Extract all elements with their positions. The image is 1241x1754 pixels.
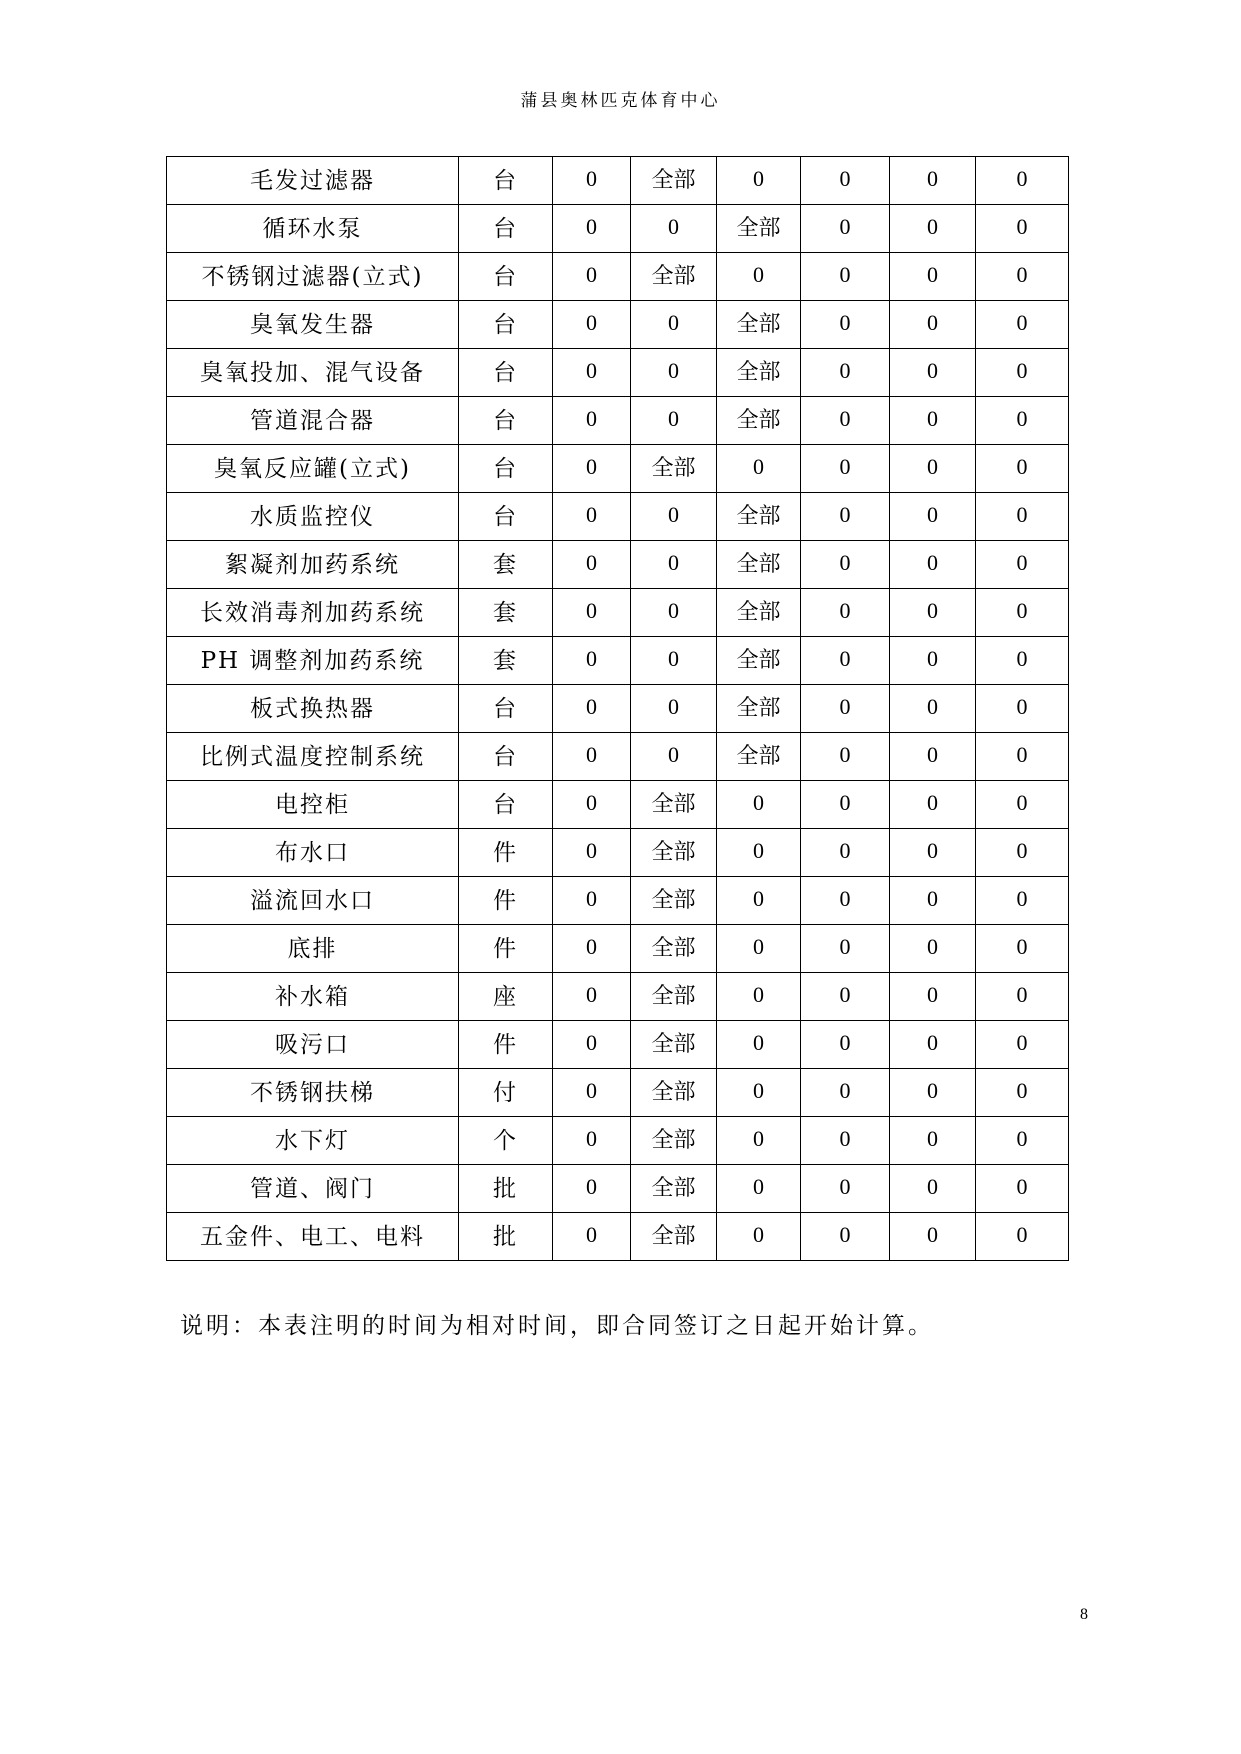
table-row [167, 1165, 1069, 1213]
item-name-cell: 底排 [167, 925, 459, 973]
schedule-cell: 0 [890, 637, 976, 685]
table-row [167, 781, 1069, 829]
unit-cell: 件 [459, 925, 553, 973]
schedule-cell: 全部 [717, 205, 801, 253]
schedule-cell: 0 [801, 205, 890, 253]
table-row [167, 301, 1069, 349]
schedule-cell: 0 [553, 1213, 631, 1261]
unit-cell: 台 [459, 157, 553, 205]
schedule-cell: 0 [717, 829, 801, 877]
item-name-cell: PH 调整剂加药系统 [167, 637, 459, 685]
schedule-cell: 0 [717, 1165, 801, 1213]
schedule-cell: 0 [890, 397, 976, 445]
schedule-cell: 0 [976, 877, 1069, 925]
unit-cell: 台 [459, 733, 553, 781]
schedule-cell: 全部 [631, 1213, 717, 1261]
page-number: 8 [1080, 1606, 1088, 1623]
schedule-cell: 0 [801, 733, 890, 781]
schedule-cell: 0 [631, 205, 717, 253]
schedule-cell: 0 [890, 685, 976, 733]
unit-cell: 台 [459, 253, 553, 301]
schedule-cell: 0 [717, 1213, 801, 1261]
schedule-cell: 0 [801, 637, 890, 685]
schedule-cell: 0 [890, 1117, 976, 1165]
item-name-cell: 布水口 [167, 829, 459, 877]
table-row [167, 493, 1069, 541]
schedule-cell: 0 [976, 445, 1069, 493]
schedule-cell: 0 [976, 349, 1069, 397]
table-row [167, 349, 1069, 397]
schedule-cell: 0 [976, 493, 1069, 541]
item-name-cell: 不锈钢扶梯 [167, 1069, 459, 1117]
table-row [167, 925, 1069, 973]
item-name-cell: 板式换热器 [167, 685, 459, 733]
schedule-cell: 0 [553, 685, 631, 733]
schedule-cell: 全部 [631, 1069, 717, 1117]
schedule-cell: 0 [976, 541, 1069, 589]
item-name-cell: 电控柜 [167, 781, 459, 829]
item-name-cell: 五金件、电工、电料 [167, 1213, 459, 1261]
schedule-cell: 全部 [717, 397, 801, 445]
schedule-cell: 0 [717, 253, 801, 301]
unit-cell: 座 [459, 973, 553, 1021]
schedule-cell: 0 [717, 1117, 801, 1165]
schedule-cell: 0 [976, 397, 1069, 445]
schedule-cell: 全部 [631, 1165, 717, 1213]
schedule-cell: 0 [801, 301, 890, 349]
item-name-cell: 臭氧发生器 [167, 301, 459, 349]
schedule-cell: 0 [976, 685, 1069, 733]
schedule-cell: 0 [553, 637, 631, 685]
unit-cell: 批 [459, 1165, 553, 1213]
item-name-cell: 循环水泵 [167, 205, 459, 253]
schedule-cell: 0 [890, 1165, 976, 1213]
schedule-cell: 0 [890, 973, 976, 1021]
schedule-cell: 全部 [631, 973, 717, 1021]
schedule-cell: 0 [890, 541, 976, 589]
schedule-cell: 0 [801, 1165, 890, 1213]
unit-cell: 件 [459, 1021, 553, 1069]
unit-cell: 台 [459, 493, 553, 541]
unit-cell: 套 [459, 541, 553, 589]
schedule-cell: 0 [801, 685, 890, 733]
unit-cell: 个 [459, 1117, 553, 1165]
unit-cell: 台 [459, 445, 553, 493]
schedule-cell: 0 [553, 1069, 631, 1117]
schedule-cell: 0 [801, 397, 890, 445]
schedule-cell: 0 [553, 157, 631, 205]
schedule-table [166, 156, 1069, 1261]
page-header: 蒲县奥林匹克体育中心 [520, 91, 721, 111]
schedule-cell: 全部 [631, 877, 717, 925]
schedule-cell: 0 [553, 349, 631, 397]
schedule-cell: 0 [976, 589, 1069, 637]
schedule-cell: 0 [801, 253, 890, 301]
schedule-cell: 0 [553, 781, 631, 829]
table-row [167, 1213, 1069, 1261]
schedule-cell: 0 [631, 589, 717, 637]
schedule-cell: 0 [890, 733, 976, 781]
schedule-cell: 0 [890, 157, 976, 205]
item-name-cell: 溢流回水口 [167, 877, 459, 925]
schedule-cell: 0 [976, 1069, 1069, 1117]
schedule-cell: 0 [717, 925, 801, 973]
schedule-cell: 0 [717, 1021, 801, 1069]
schedule-cell: 0 [631, 493, 717, 541]
table-row [167, 733, 1069, 781]
table-row [167, 829, 1069, 877]
schedule-cell: 全部 [631, 781, 717, 829]
schedule-cell: 0 [553, 877, 631, 925]
schedule-cell: 0 [553, 205, 631, 253]
schedule-cell: 0 [976, 1117, 1069, 1165]
schedule-cell: 0 [801, 973, 890, 1021]
schedule-cell: 全部 [631, 157, 717, 205]
schedule-cell: 0 [553, 445, 631, 493]
schedule-cell: 0 [890, 1069, 976, 1117]
schedule-cell: 0 [976, 829, 1069, 877]
schedule-cell: 全部 [717, 493, 801, 541]
schedule-cell: 0 [976, 973, 1069, 1021]
schedule-cell: 0 [976, 1021, 1069, 1069]
schedule-cell: 0 [801, 1069, 890, 1117]
schedule-cell: 全部 [631, 253, 717, 301]
item-name-cell: 毛发过滤器 [167, 157, 459, 205]
table-row [167, 973, 1069, 1021]
schedule-cell: 全部 [631, 829, 717, 877]
table-row [167, 877, 1069, 925]
schedule-cell: 0 [553, 253, 631, 301]
table-row [167, 589, 1069, 637]
schedule-cell: 0 [801, 589, 890, 637]
schedule-cell: 0 [890, 829, 976, 877]
item-name-cell: 水下灯 [167, 1117, 459, 1165]
schedule-cell: 0 [976, 301, 1069, 349]
schedule-cell: 全部 [631, 1117, 717, 1165]
table-note: 说明：本表注明的时间为相对时间，即合同签订之日起开始计算。 [180, 1313, 934, 1339]
table-row [167, 205, 1069, 253]
schedule-cell: 0 [890, 349, 976, 397]
unit-cell: 套 [459, 589, 553, 637]
schedule-cell: 全部 [631, 925, 717, 973]
schedule-cell: 全部 [717, 733, 801, 781]
schedule-cell: 0 [553, 493, 631, 541]
schedule-cell: 0 [553, 829, 631, 877]
schedule-cell: 全部 [717, 637, 801, 685]
schedule-cell: 全部 [631, 1021, 717, 1069]
schedule-cell: 0 [553, 925, 631, 973]
schedule-cell: 0 [553, 733, 631, 781]
item-name-cell: 补水箱 [167, 973, 459, 1021]
unit-cell: 套 [459, 637, 553, 685]
item-name-cell: 臭氧反应罐(立式) [167, 445, 459, 493]
unit-cell: 台 [459, 685, 553, 733]
schedule-cell: 0 [976, 781, 1069, 829]
schedule-cell: 0 [976, 925, 1069, 973]
unit-cell: 台 [459, 301, 553, 349]
table-row [167, 157, 1069, 205]
schedule-cell: 全部 [717, 589, 801, 637]
schedule-cell: 0 [976, 733, 1069, 781]
schedule-cell: 0 [890, 493, 976, 541]
schedule-cell: 0 [976, 637, 1069, 685]
schedule-cell: 0 [553, 541, 631, 589]
item-name-cell: 臭氧投加、混气设备 [167, 349, 459, 397]
item-name-cell: 管道混合器 [167, 397, 459, 445]
schedule-cell: 全部 [631, 445, 717, 493]
schedule-cell: 0 [890, 445, 976, 493]
schedule-cell: 0 [801, 877, 890, 925]
schedule-cell: 0 [717, 157, 801, 205]
schedule-cell: 0 [717, 781, 801, 829]
schedule-cell: 0 [801, 1117, 890, 1165]
schedule-cell: 0 [631, 397, 717, 445]
table-row [167, 637, 1069, 685]
schedule-cell: 0 [801, 781, 890, 829]
schedule-cell: 0 [976, 253, 1069, 301]
schedule-cell: 0 [717, 445, 801, 493]
schedule-cell: 0 [553, 397, 631, 445]
item-name-cell: 絮凝剂加药系统 [167, 541, 459, 589]
table-row [167, 685, 1069, 733]
schedule-cell: 0 [890, 205, 976, 253]
unit-cell: 台 [459, 349, 553, 397]
unit-cell: 台 [459, 397, 553, 445]
table-row [167, 541, 1069, 589]
schedule-cell: 0 [890, 253, 976, 301]
schedule-cell: 0 [890, 925, 976, 973]
schedule-cell: 0 [801, 493, 890, 541]
item-name-cell: 长效消毒剂加药系统 [167, 589, 459, 637]
schedule-cell: 全部 [717, 685, 801, 733]
schedule-cell: 0 [890, 877, 976, 925]
schedule-cell: 全部 [717, 301, 801, 349]
item-name-cell: 不锈钢过滤器(立式) [167, 253, 459, 301]
schedule-cell: 0 [553, 301, 631, 349]
schedule-cell: 全部 [717, 541, 801, 589]
schedule-cell: 0 [801, 349, 890, 397]
schedule-cell: 0 [631, 349, 717, 397]
schedule-cell: 0 [553, 1117, 631, 1165]
unit-cell: 件 [459, 877, 553, 925]
schedule-cell: 0 [801, 157, 890, 205]
schedule-cell: 全部 [717, 349, 801, 397]
schedule-cell: 0 [553, 973, 631, 1021]
schedule-cell: 0 [631, 637, 717, 685]
unit-cell: 付 [459, 1069, 553, 1117]
schedule-table-body [167, 157, 1069, 1261]
table-row [167, 445, 1069, 493]
schedule-cell: 0 [801, 541, 890, 589]
schedule-cell: 0 [801, 1213, 890, 1261]
table-row [167, 1117, 1069, 1165]
schedule-cell: 0 [553, 1165, 631, 1213]
schedule-cell: 0 [801, 829, 890, 877]
schedule-cell: 0 [976, 205, 1069, 253]
schedule-cell: 0 [717, 973, 801, 1021]
schedule-cell: 0 [976, 157, 1069, 205]
item-name-cell: 水质监控仪 [167, 493, 459, 541]
schedule-cell: 0 [976, 1213, 1069, 1261]
schedule-cell: 0 [890, 301, 976, 349]
item-name-cell: 比例式温度控制系统 [167, 733, 459, 781]
table-row [167, 397, 1069, 445]
schedule-cell: 0 [631, 733, 717, 781]
schedule-cell: 0 [976, 1165, 1069, 1213]
table-row [167, 253, 1069, 301]
item-name-cell: 吸污口 [167, 1021, 459, 1069]
schedule-cell: 0 [553, 589, 631, 637]
schedule-cell: 0 [801, 1021, 890, 1069]
schedule-cell: 0 [717, 877, 801, 925]
unit-cell: 台 [459, 781, 553, 829]
schedule-cell: 0 [890, 1021, 976, 1069]
schedule-cell: 0 [631, 301, 717, 349]
unit-cell: 台 [459, 205, 553, 253]
schedule-cell: 0 [890, 589, 976, 637]
unit-cell: 批 [459, 1213, 553, 1261]
schedule-cell: 0 [717, 1069, 801, 1117]
schedule-cell: 0 [553, 1021, 631, 1069]
schedule-cell: 0 [801, 445, 890, 493]
schedule-cell: 0 [890, 1213, 976, 1261]
item-name-cell: 管道、阀门 [167, 1165, 459, 1213]
schedule-cell: 0 [631, 541, 717, 589]
table-row [167, 1069, 1069, 1117]
unit-cell: 件 [459, 829, 553, 877]
schedule-cell: 0 [801, 925, 890, 973]
table-row [167, 1021, 1069, 1069]
schedule-cell: 0 [890, 781, 976, 829]
schedule-cell: 0 [631, 685, 717, 733]
